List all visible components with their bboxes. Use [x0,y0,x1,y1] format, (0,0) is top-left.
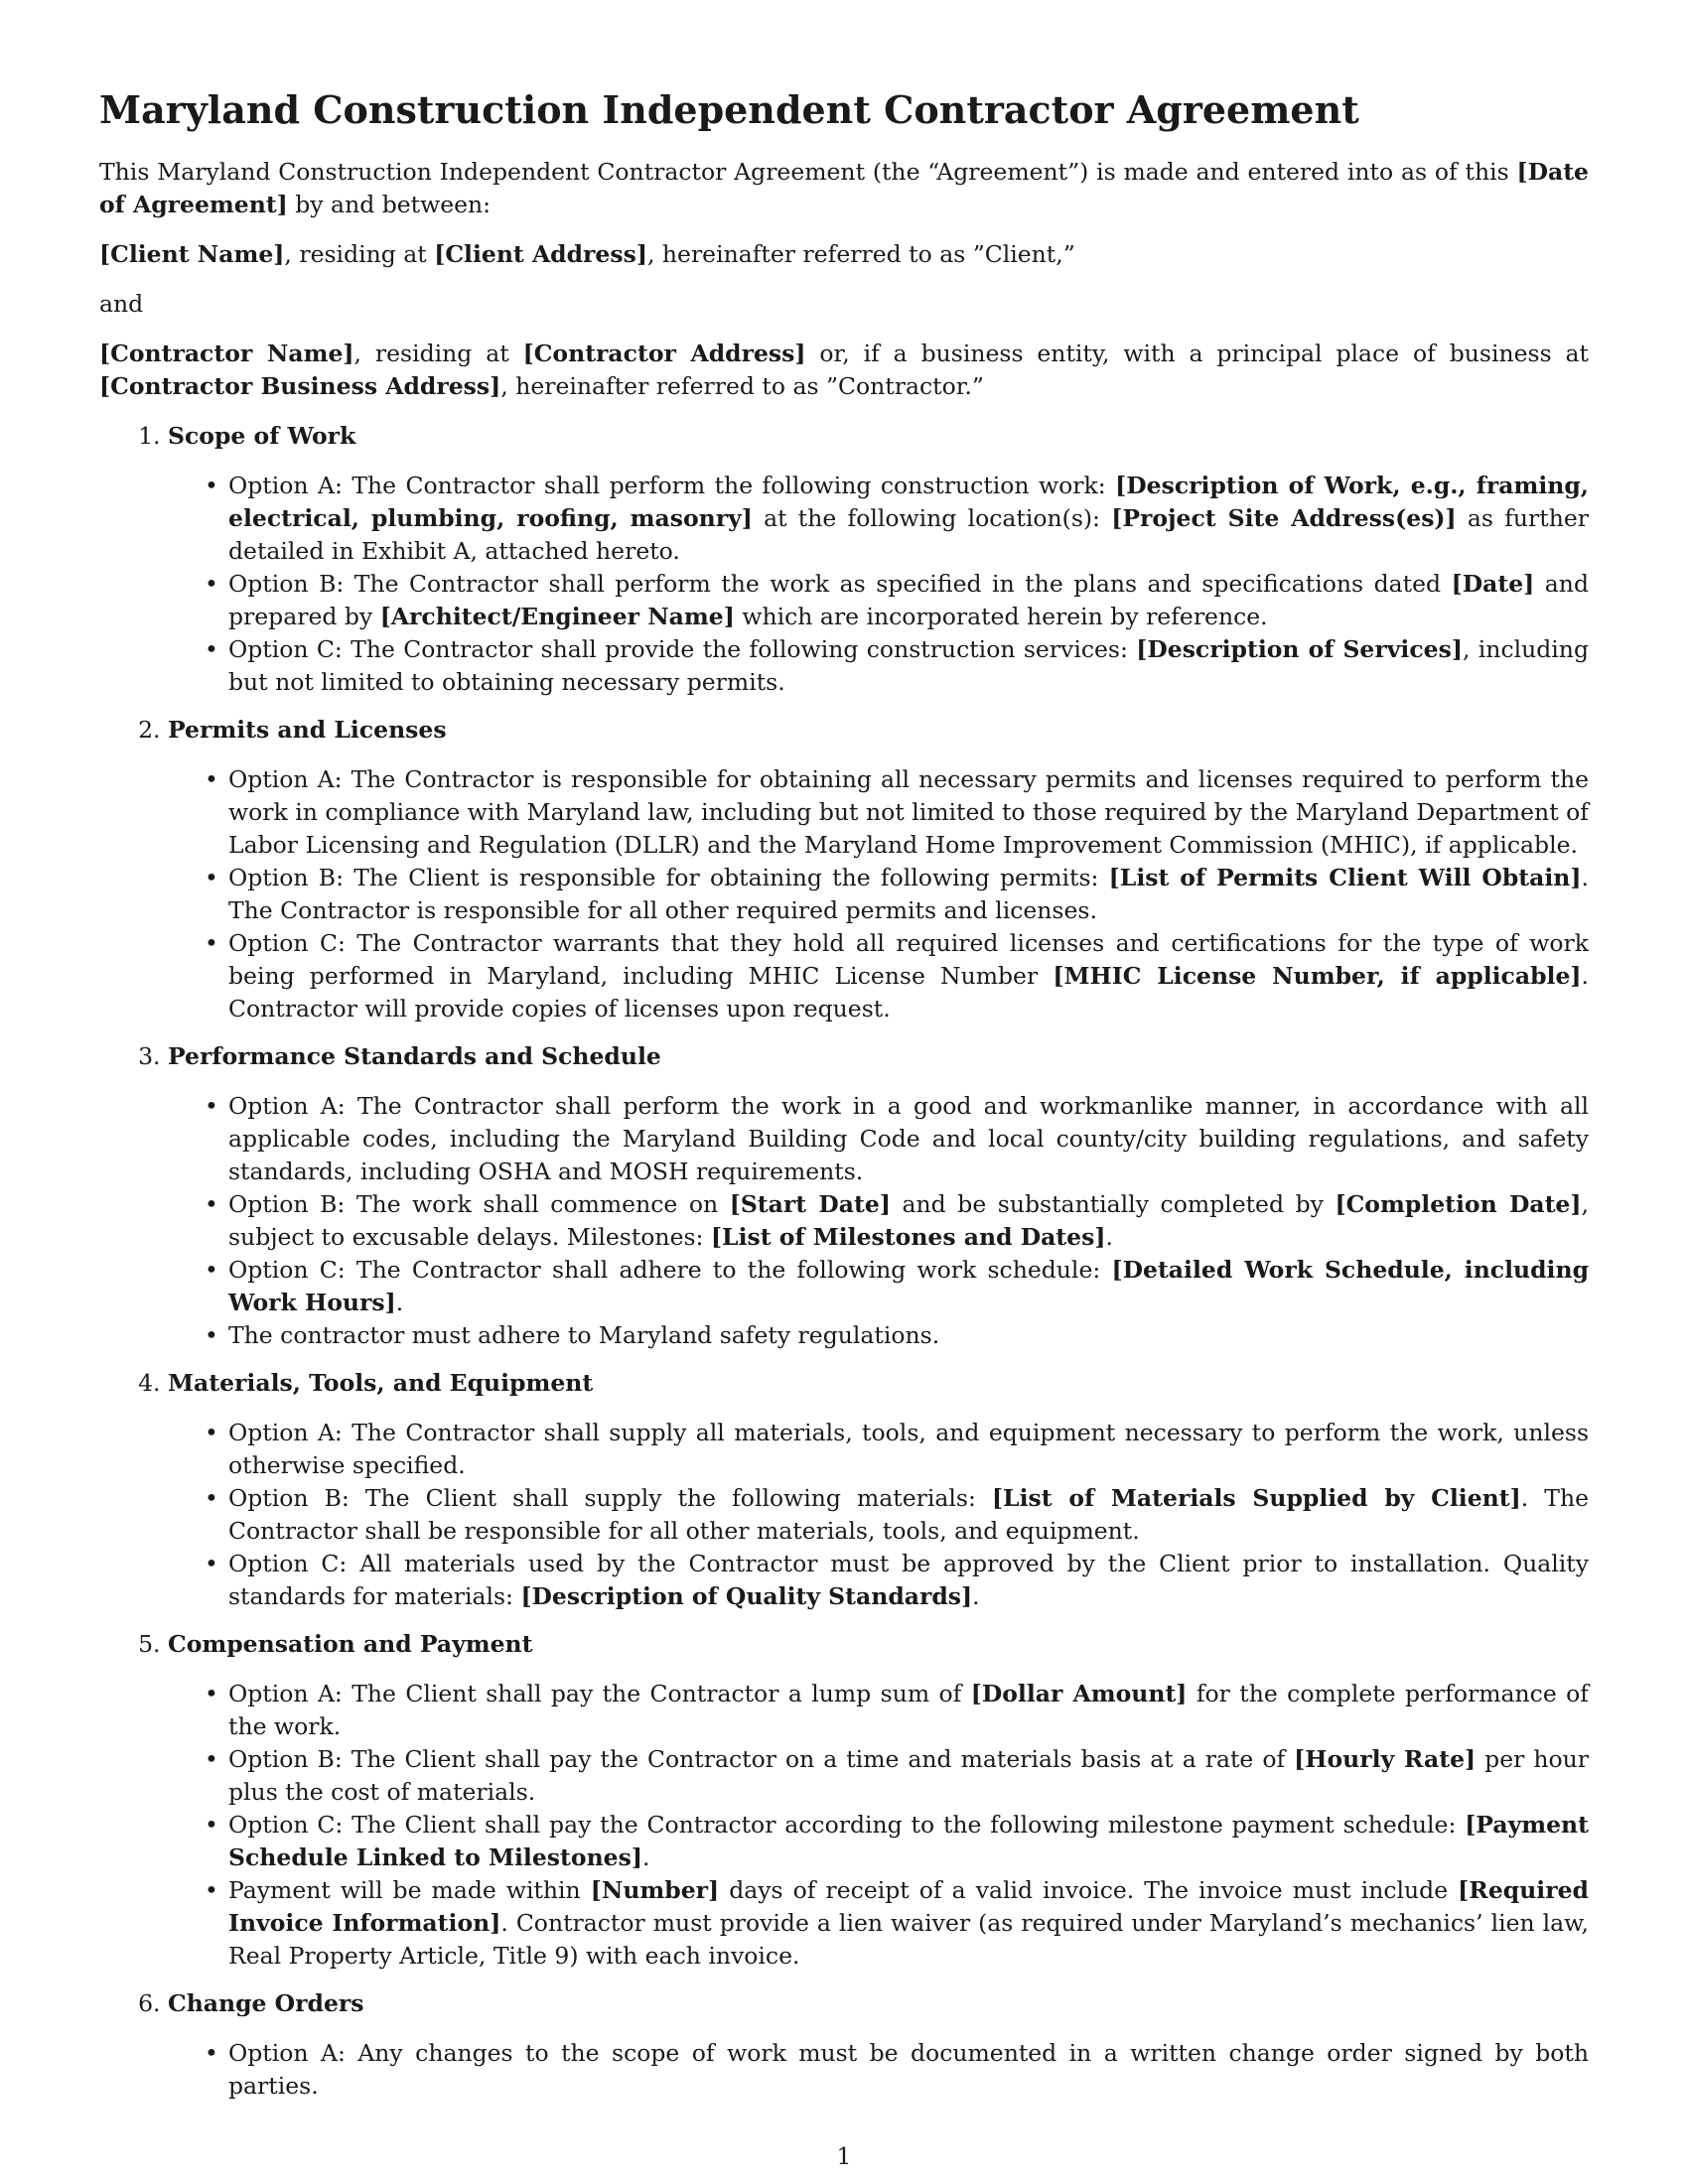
option-list [168,1678,1589,1973]
option-text: Option A: The Contractor shall perform the following construction work: [228,472,1116,500]
client-address-field: [Client Address] [434,240,647,269]
placeholder-field: [Description of Services] [1136,635,1463,664]
option-text: , including but not limited to obtaining necessary permits. [228,635,1589,697]
option-list [168,1090,1589,1352]
placeholder-field: [Payment Schedule Linked to Milestones] [228,1811,1589,1872]
client-paragraph [99,238,1589,271]
option-text: per hour plus the cost of materials. [228,1745,1589,1807]
placeholder-field: [Dollar Amount] [970,1680,1188,1708]
option-text: Option B: The Contractor shall perform the work as specified in the plans and specifications dated [228,570,1452,599]
option-text: . Contractor must provide a lien waiver (as required under Maryland’s mechanics’ lien law, Real Property Article, Title 9) with each invoice. [228,1909,1589,1971]
option-text: Option A: The Contractor is responsible for obtaining all necessary permits and licenses required to perform the work in compliance with Maryland law, including but not limited to those required by the Maryland Department of Labor Licensing and Regulation (DLLR) and the Maryland Home Improvement Commission (MHIC), if applicable. [228,765,1589,860]
option-item [228,1743,1589,1809]
option-text: . [395,1289,404,1317]
placeholder-field: [Architect/Engineer Name] [379,603,735,631]
section-heading: 2. Permits and Licenses [168,716,447,745]
intro-paragraph [99,156,1589,221]
option-item [228,568,1589,633]
client-text-end: , hereinafter referred to as ”Client,” [646,240,1075,269]
option-text: Option C: The Contractor warrants that they hold all required licenses and certifications for the type of work being performed in Maryland, including MHIC License Number [228,929,1589,991]
section-heading: 3. Performance Standards and Schedule [168,1042,661,1071]
date-of-agreement-field: [Date of Agreement] [99,158,1589,219]
option-text: Option B: The Client is responsible for obtaining the following permits: [228,864,1109,892]
option-text: Option B: The Client shall supply the following materials: [228,1484,992,1513]
placeholder-field: [Hourly Rate] [1294,1745,1477,1774]
option-text: The contractor must adhere to Maryland safety regulations. [228,1321,940,1350]
option-text: Option A: The Contractor shall supply all materials, tools, and equipment necessary to perform the work, unless otherwise specified. [228,1419,1589,1480]
section-item [168,714,1589,1025]
section-item [168,1367,1589,1613]
option-text: and be substantially completed by [890,1190,1336,1219]
option-text: . [641,1843,650,1872]
option-text: . The Contractor shall be responsible for all other materials, tools, and equipment. [228,1484,1589,1546]
option-text: Option C: The Contractor shall adhere to the following work schedule: [228,1256,1112,1285]
option-list [168,470,1589,699]
intro-text: This Maryland Construction Independent Contractor Agreement (the “Agreement”) is made and entered into as of this [99,158,1517,187]
option-text: . The Contractor is responsible for all other required permits and licenses. [228,864,1589,925]
document-page [99,85,1589,2117]
placeholder-field: [List of Milestones and Dates] [710,1223,1106,1252]
option-item [228,862,1589,927]
placeholder-field: [Required Invoice Information] [228,1876,1589,1938]
section-heading: 6. Change Orders [168,1989,364,2018]
placeholder-field: [Start Date] [729,1190,891,1219]
option-item [228,763,1589,862]
option-text: Option A: The Contractor shall perform the work in a good and workmanlike manner, in accordance with all applicable codes, including the Maryland Building Code and local county/city building regulations, and safety standards, including OSHA and MOSH requirements. [228,1092,1589,1186]
option-item [228,470,1589,568]
placeholder-field: [Description of Quality Standards] [520,1582,973,1611]
and-paragraph: and [99,290,144,319]
placeholder-field: [Date] [1451,570,1535,599]
intro-text-end: by and between: [287,191,492,219]
option-item [228,1874,1589,1973]
option-item [228,1319,1589,1352]
placeholder-field: [Detailed Work Schedule, including Work Hours] [228,1256,1589,1317]
section-heading: 1. Scope of Work [168,422,356,451]
placeholder-field: [MHIC License Number, if applicable] [1053,962,1582,991]
option-item [228,633,1589,699]
option-text: Option C: The Client shall pay the Contractor according to the following milestone payment schedule: [228,1811,1466,1840]
option-text: , subject to excusable delays. Milestones: [228,1190,1589,1252]
option-text: Payment will be made within [228,1876,591,1905]
option-item [228,1809,1589,1874]
option-list [168,1417,1589,1613]
placeholder-field: [Description of Work, e.g., framing, electrical, plumbing, roofing, masonry] [228,472,1589,533]
document-title: Maryland Construction Independent Contractor Agreement [99,87,1359,132]
section-item [168,1628,1589,1973]
option-item [228,927,1589,1025]
contractor-name-field: [Contractor Name] [99,340,354,368]
option-text: Option B: The Client shall pay the Contractor on a time and materials basis at a rate of [228,1745,1295,1774]
section-item [168,420,1589,699]
option-text: . [972,1582,980,1611]
option-text: days of receipt of a valid invoice. The invoice must include [719,1876,1459,1905]
contractor-text-mid: or, if a business entity, with a principal place of business at [805,340,1589,368]
option-text: Option A: Any changes to the scope of work must be documented in a written change order signed by both parties. [228,2039,1589,2101]
option-item [228,1482,1589,1548]
option-text: Option B: The work shall commence on [228,1190,730,1219]
option-text: as further detailed in Exhibit A, attached hereto. [228,504,1589,566]
placeholder-field: [Project Site Address(es)] [1111,504,1457,533]
section-heading: 5. Compensation and Payment [168,1630,533,1659]
section-heading: 4. Materials, Tools, and Equipment [168,1369,594,1398]
option-item [228,1548,1589,1613]
option-text: . Contractor will provide copies of licenses upon request. [228,962,1589,1024]
option-text: and prepared by [228,570,1589,631]
option-item [228,1090,1589,1188]
client-text: , residing at [284,240,435,269]
contractor-address-field: [Contractor Address] [522,340,806,368]
sections-list [99,420,1589,2103]
option-text: at the following location(s): [752,504,1112,533]
placeholder-field: [List of Materials Supplied by Client] [991,1484,1521,1513]
placeholder-field: [Number] [590,1876,720,1905]
option-item [228,1678,1589,1743]
option-item [228,2037,1589,2103]
option-text: Option A: The Client shall pay the Contractor a lump sum of [228,1680,971,1708]
contractor-business-address-field: [Contractor Business Address] [99,372,501,401]
option-list [168,2037,1589,2103]
contractor-text: , residing at [353,340,523,368]
option-list [168,763,1589,1025]
option-text: Option C: All materials used by the Contractor must be approved by the Client prior to installation. Quality standards for materials: [228,1550,1589,1611]
option-text: . [1105,1223,1113,1252]
placeholder-field: [Completion Date] [1335,1190,1582,1219]
contractor-text-end: , hereinafter referred to as ”Contractor.” [500,372,984,401]
option-text: which are incorporated herein by reference. [734,603,1268,631]
contractor-paragraph [99,338,1589,403]
section-item [168,1040,1589,1352]
client-name-field: [Client Name] [99,240,285,269]
option-item [228,1254,1589,1319]
option-text: Option C: The Contractor shall provide the following construction services: [228,635,1137,664]
placeholder-field: [List of Permits Client Will Obtain] [1108,864,1582,892]
page-number: 1 [836,2142,852,2170]
option-item [228,1188,1589,1254]
option-text: for the complete performance of the work. [228,1680,1589,1741]
section-item [168,1987,1589,2103]
option-item [228,1417,1589,1482]
